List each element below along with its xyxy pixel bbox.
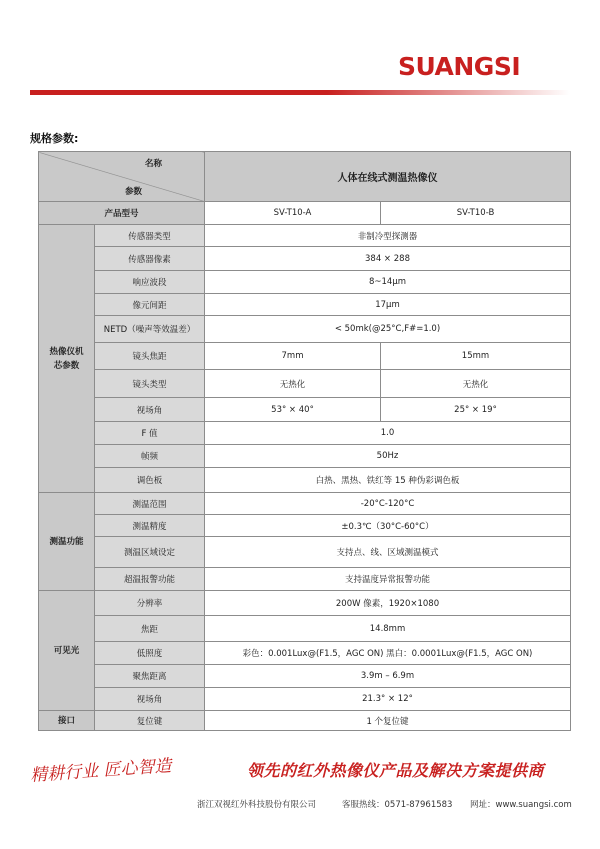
model-a: SV-T10-A [205,202,381,225]
value-cell-b: 无热化 [381,370,571,398]
param-cell: 调色板 [95,468,205,493]
value-cell-b: 25° × 19° [381,398,571,422]
brand-logo: SUANGSI [398,52,521,81]
spec-table [38,151,571,731]
product-title: 人体在线式测温热像仪 [205,152,571,202]
param-cell: 响应波段 [95,271,205,294]
value-cell: 21.3° × 12° [205,688,571,711]
value-cell: ±0.3℃（30°C-60°C） [205,515,571,537]
param-cell: 视场角 [95,398,205,422]
footer-company: 浙江双视红外科技股份有限公司 [197,800,317,810]
param-cell: 分辨率 [95,591,205,616]
group-thermal-label: 热像仪机 芯参数 [49,346,84,371]
param-cell: 超温报警功能 [95,568,205,591]
value-cell: 8~14μm [205,271,571,294]
param-cell: 复位键 [95,711,205,731]
value-cell: 14.8mm [205,616,571,642]
header-red-bar [30,90,570,95]
value-cell: 50Hz [205,445,571,468]
value-cell: 1.0 [205,422,571,445]
value-cell: 支持温度异常报警功能 [205,568,571,591]
param-cell: 帧频 [95,445,205,468]
model-b: SV-T10-B [381,202,571,225]
param-cell: F 值 [95,422,205,445]
group-measure: 测温功能 [39,493,95,591]
value-cell: 200W 像素，1920×1080 [205,591,571,616]
footer-hotline: 客服热线：0571-87961583 [342,800,453,810]
header-param-label: 参数 [125,187,143,197]
param-cell: 测温范围 [95,493,205,515]
value-cell: 非制冷型探测器 [205,225,571,247]
param-cell: 视场角 [95,688,205,711]
value-cell: < 50mk(@25°C,F#=1.0) [205,316,571,343]
table-header-diagonal [39,152,205,202]
param-cell: 测温精度 [95,515,205,537]
section-title: 规格参数: [30,132,79,145]
value-cell: 彩色：0.001Lux@(F1.5，AGC ON) 黑白：0.0001Lux@(F1.5，AGC ON) [205,642,571,665]
footer-website: 网址：www.suangsi.com [470,800,572,810]
param-cell: 镜头焦距 [95,343,205,370]
value-cell: 3.9m – 6.9m [205,665,571,688]
param-cell: 聚焦距离 [95,665,205,688]
param-cell: 传感器像素 [95,247,205,271]
param-cell: 像元间距 [95,294,205,316]
param-cell: 焦距 [95,616,205,642]
header-name-label: 名称 [145,159,163,169]
value-cell-a: 53° × 40° [205,398,381,422]
param-cell: 测温区域设定 [95,537,205,568]
value-cell-a: 无热化 [205,370,381,398]
param-cell: 传感器类型 [95,225,205,247]
group-thermal [39,225,95,493]
param-cell: NETD（噪声等效温差） [95,316,205,343]
value-cell-b: 15mm [381,343,571,370]
value-cell: -20°C-120°C [205,493,571,515]
value-cell-a: 7mm [205,343,381,370]
group-interface: 接口 [39,711,95,731]
value-cell: 支持点、线、区域测温模式 [205,537,571,568]
value-cell: 1 个复位键 [205,711,571,731]
group-visible: 可见光 [39,591,95,711]
slogan-right: 领先的红外热像仪产品及解决方案提供商 [247,761,545,780]
param-cell: 镜头类型 [95,370,205,398]
value-cell: 白热、黑热、铁红等 15 种伪彩调色板 [205,468,571,493]
model-label: 产品型号 [39,202,205,225]
value-cell: 384 × 288 [205,247,571,271]
param-cell: 低照度 [95,642,205,665]
slogan-left: 精耕行业 匠心智造 [29,756,173,786]
value-cell: 17μm [205,294,571,316]
